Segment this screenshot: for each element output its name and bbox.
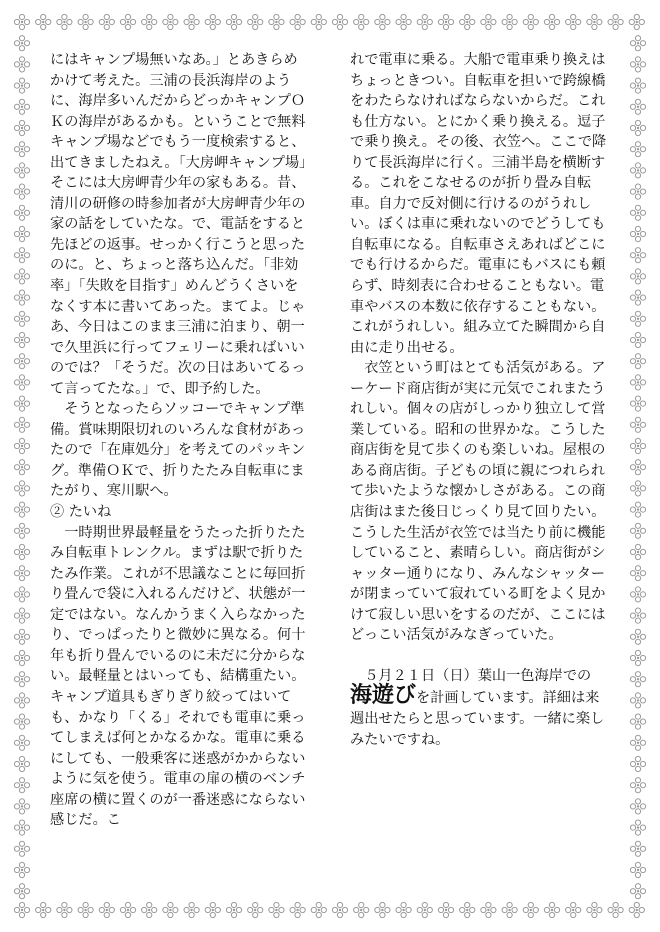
- cross-flower-icon: [205, 902, 220, 917]
- cross-flower-icon: [630, 735, 645, 750]
- paragraph-kinugasa: 衣笠という町はとても活気がある。アーケード商店街が実に元気でこれまたうれしい。個々の店がしっかり独立して営業している。昭和の世界かな。こうした商店街を見て歩くのも楽しいね。屋根のある商店街。子どもの頃に親につれられて歩いたような懐かしさがある。この商店街はまた後日じっくり見て回りたい。こうした生活が衣笠では当たり前に機能していること、素晴らしい。商店街がシャッター通りになり、みんなシャッターが閉まっていて寂れている町をよく見かけて寂しい思いをするのだが、ここにはどっこい活気がみなぎっていた。: [350, 360, 606, 644]
- cross-flower-icon: [630, 375, 645, 390]
- cross-flower-icon: [14, 311, 29, 326]
- cross-flower-icon: [14, 269, 29, 284]
- cross-flower-icon: [460, 902, 475, 917]
- paragraph-folding-bike: 一時期世界最軽量をうたった折りたたみ自転車トレンクル。まずは駅で折りたたみ作業。これが不思議なことに毎回折り畳んで袋に入れるんだけど、状態が一定ではない。なんかうまく入らなかったり、でっぱったりと微妙に異なる。何十年も折り畳んでいるのに未だに分からない。最軽量とはいっても、結構重たい。キャンプ道具もぎりぎり絞ってはいても、かなり「くる」それでも電車に乗ってしまえば何とかなるかな。電車に乗るにしても、一般乗客に迷惑がかからないように気を使う。電車の扉の横のベンチ座席の横に置くのが一番迷惑にならない感じだ。こ: [50, 524, 306, 829]
- cross-flower-icon: [630, 481, 645, 496]
- cross-flower-icon: [630, 438, 645, 453]
- cross-flower-icon: [630, 99, 645, 114]
- paragraph-camp-prep: そうとなったらソッコーでキャンプ準備。賞味期限切れのいろんな食材があったので「在庫処分」を考えてのパッキング。準備ＯＫで、折りたたみ自転車にまたがり、寒川駅へ。: [50, 401, 306, 500]
- cross-flower-icon: [630, 396, 645, 411]
- cross-flower-icon: [14, 693, 29, 708]
- cross-flower-icon: [630, 650, 645, 665]
- cross-flower-icon: [14, 820, 29, 835]
- cross-flower-icon: [630, 544, 645, 559]
- cross-flower-icon: [523, 902, 538, 917]
- cross-flower-icon: [163, 902, 178, 917]
- section-heading: ② たいね: [50, 504, 112, 521]
- cross-flower-icon: [14, 587, 29, 602]
- cross-flower-icon: [566, 14, 581, 29]
- cross-flower-icon: [481, 14, 496, 29]
- cross-flower-icon: [14, 248, 29, 263]
- cross-flower-icon: [375, 14, 390, 29]
- cross-flower-icon: [396, 14, 411, 29]
- cross-flower-icon: [630, 269, 645, 284]
- cross-flower-icon: [544, 14, 559, 29]
- cross-flower-icon: [290, 902, 305, 917]
- cross-flower-icon: [14, 57, 29, 72]
- cross-flower-icon: [14, 544, 29, 559]
- cross-flower-icon: [36, 902, 51, 917]
- cross-flower-icon: [14, 608, 29, 623]
- cross-flower-icon: [523, 14, 538, 29]
- cross-flower-icon: [205, 14, 220, 29]
- cross-flower-icon: [502, 902, 517, 917]
- cross-flower-icon: [630, 566, 645, 581]
- cross-flower-icon: [332, 902, 347, 917]
- cross-flower-icon: [630, 693, 645, 708]
- cross-flower-icon: [290, 14, 305, 29]
- cross-flower-icon: [14, 120, 29, 135]
- cross-flower-icon: [630, 163, 645, 178]
- cross-flower-icon: [14, 163, 29, 178]
- cross-flower-icon: [481, 902, 496, 917]
- cross-flower-icon: [354, 902, 369, 917]
- cross-flower-icon: [630, 36, 645, 51]
- cross-flower-icon: [630, 756, 645, 771]
- cross-flower-icon: [544, 902, 559, 917]
- notice-details: を計画しています。詳細は来週出せたらと思っています。一緒に楽しみたいですね。: [350, 690, 605, 748]
- cross-flower-icon: [14, 502, 29, 517]
- cross-flower-icon: [14, 396, 29, 411]
- cross-flower-icon: [14, 36, 29, 51]
- cross-flower-icon: [630, 862, 645, 877]
- cross-flower-icon: [630, 778, 645, 793]
- cross-flower-icon: [14, 629, 29, 644]
- notice-highlight: 海遊び: [350, 683, 417, 709]
- cross-flower-icon: [14, 290, 29, 305]
- cross-flower-icon: [14, 481, 29, 496]
- cross-flower-icon: [311, 14, 326, 29]
- cross-flower-icon: [630, 629, 645, 644]
- cross-flower-icon: [630, 354, 645, 369]
- cross-flower-icon: [630, 714, 645, 729]
- cross-flower-icon: [99, 902, 114, 917]
- cross-flower-icon: [14, 799, 29, 814]
- paragraph-camp-search: にはキャンプ場無いなあ。」とあきらめかけて考えた。三浦の長浜海岸のように、海岸多いんだからどっかキャンプＯＫの海岸があるかも。ということで無料キャンプ場などでもう一度検索すると、出てきましたねえ。「大房岬キャンプ場」そこには大房岬青少年の家もある。昔、清川の研修の時参加者が大房岬青少年の家の話をしていたな。で、電話をすると先ほどの返事。せっかく行こうと思ったのに。と、ちょっと落ち込んだ。「非効率」「失敗を目指す」めんどうくさいをなくす本に書いてあった。まてよ。じゃあ、今日はこのまま三浦に泊まり、朝一で久里浜に行ってフェリーに乗ればいいのでは？「そうだ。次の日はあいてるって言ってたな。」で、即予約した。: [50, 52, 307, 397]
- cross-flower-icon: [120, 14, 135, 29]
- cross-flower-icon: [630, 57, 645, 72]
- cross-flower-icon: [142, 902, 157, 917]
- cross-flower-icon: [629, 14, 644, 29]
- cross-flower-icon: [14, 523, 29, 538]
- cross-flower-icon: [630, 587, 645, 602]
- cross-flower-icon: [630, 884, 645, 899]
- cross-flower-icon: [14, 375, 29, 390]
- cross-flower-icon: [375, 902, 390, 917]
- cross-flower-icon: [14, 438, 29, 453]
- cross-flower-icon: [269, 902, 284, 917]
- cross-flower-icon: [630, 311, 645, 326]
- cross-flower-icon: [14, 14, 29, 29]
- cross-flower-icon: [630, 78, 645, 93]
- cross-flower-icon: [14, 862, 29, 877]
- cross-flower-icon: [630, 841, 645, 856]
- cross-flower-icon: [354, 14, 369, 29]
- cross-flower-icon: [248, 14, 263, 29]
- cross-flower-icon: [630, 205, 645, 220]
- cross-flower-icon: [630, 184, 645, 199]
- cross-flower-icon: [630, 142, 645, 157]
- cross-flower-icon: [630, 248, 645, 263]
- cross-flower-icon: [14, 78, 29, 93]
- cross-flower-icon: [630, 417, 645, 432]
- cross-flower-icon: [630, 672, 645, 687]
- cross-flower-icon: [14, 756, 29, 771]
- cross-flower-icon: [417, 902, 432, 917]
- cross-flower-icon: [78, 902, 93, 917]
- notice-date: ５月２１日（日）葉山一色海岸での: [364, 667, 592, 684]
- cross-flower-icon: [14, 99, 29, 114]
- cross-flower-icon: [269, 14, 284, 29]
- cross-flower-icon: [226, 14, 241, 29]
- cross-flower-icon: [14, 184, 29, 199]
- cross-flower-icon: [630, 120, 645, 135]
- cross-flower-icon: [14, 778, 29, 793]
- cross-flower-icon: [14, 735, 29, 750]
- cross-flower-icon: [78, 14, 93, 29]
- cross-flower-icon: [14, 332, 29, 347]
- event-notice: [350, 666, 612, 750]
- cross-flower-icon: [629, 902, 644, 917]
- cross-flower-icon: [14, 672, 29, 687]
- cross-flower-icon: [14, 142, 29, 157]
- cross-flower-icon: [120, 902, 135, 917]
- cross-flower-icon: [14, 650, 29, 665]
- cross-flower-icon: [630, 290, 645, 305]
- cross-flower-icon: [14, 460, 29, 475]
- cross-flower-icon: [332, 14, 347, 29]
- cross-flower-icon: [460, 14, 475, 29]
- cross-flower-icon: [57, 902, 72, 917]
- cross-flower-icon: [14, 226, 29, 241]
- cross-flower-icon: [502, 14, 517, 29]
- right-column: [350, 50, 612, 750]
- cross-flower-icon: [226, 902, 241, 917]
- cross-flower-icon: [184, 902, 199, 917]
- cross-flower-icon: [630, 226, 645, 241]
- cross-flower-icon: [99, 14, 114, 29]
- cross-flower-icon: [14, 902, 29, 917]
- cross-flower-icon: [14, 714, 29, 729]
- cross-flower-icon: [608, 902, 623, 917]
- cross-flower-icon: [163, 14, 178, 29]
- cross-flower-icon: [630, 502, 645, 517]
- cross-flower-icon: [630, 608, 645, 623]
- cross-flower-icon: [630, 523, 645, 538]
- cross-flower-icon: [14, 417, 29, 432]
- cross-flower-icon: [608, 14, 623, 29]
- cross-flower-icon: [184, 14, 199, 29]
- cross-flower-icon: [14, 841, 29, 856]
- cross-flower-icon: [630, 460, 645, 475]
- cross-flower-icon: [587, 902, 602, 917]
- cross-flower-icon: [14, 566, 29, 581]
- cross-flower-icon: [36, 14, 51, 29]
- cross-flower-icon: [630, 820, 645, 835]
- cross-flower-icon: [417, 14, 432, 29]
- cross-flower-icon: [396, 902, 411, 917]
- left-column: [50, 50, 308, 831]
- cross-flower-icon: [14, 205, 29, 220]
- cross-flower-icon: [566, 902, 581, 917]
- cross-flower-icon: [587, 14, 602, 29]
- cross-flower-icon: [142, 14, 157, 29]
- paragraph-train-transfer: れで電車に乗る。大船で電車乗り換えはちょっときつい。自転車を担いで跨線橋をわたらなければならないからだ。これも仕方ない。とにかく乗り換える。逗子で乗り換え。その後、衣笠へ。ここで降りて長浜海岸に行く。三浦半島を横断する。これをこなせるのが折り畳み自転車。自力で反対側に行けるのがうれしい。ぼくは車に乗れないのでどうしても自転車になる。自転車さえあればどこにでも行けるからだ。電車にもバスにも頼らず、時刻表に合わせることもない。電車やバスの本数に依存することもない。これがうれしい。組み立てた瞬間から自由に走り出せる。: [350, 52, 607, 356]
- cross-flower-icon: [630, 332, 645, 347]
- cross-flower-icon: [311, 902, 326, 917]
- cross-flower-icon: [438, 902, 453, 917]
- cross-flower-icon: [57, 14, 72, 29]
- cross-flower-icon: [630, 799, 645, 814]
- cross-flower-icon: [14, 354, 29, 369]
- cross-flower-icon: [438, 14, 453, 29]
- cross-flower-icon: [248, 902, 263, 917]
- cross-flower-icon: [14, 884, 29, 899]
